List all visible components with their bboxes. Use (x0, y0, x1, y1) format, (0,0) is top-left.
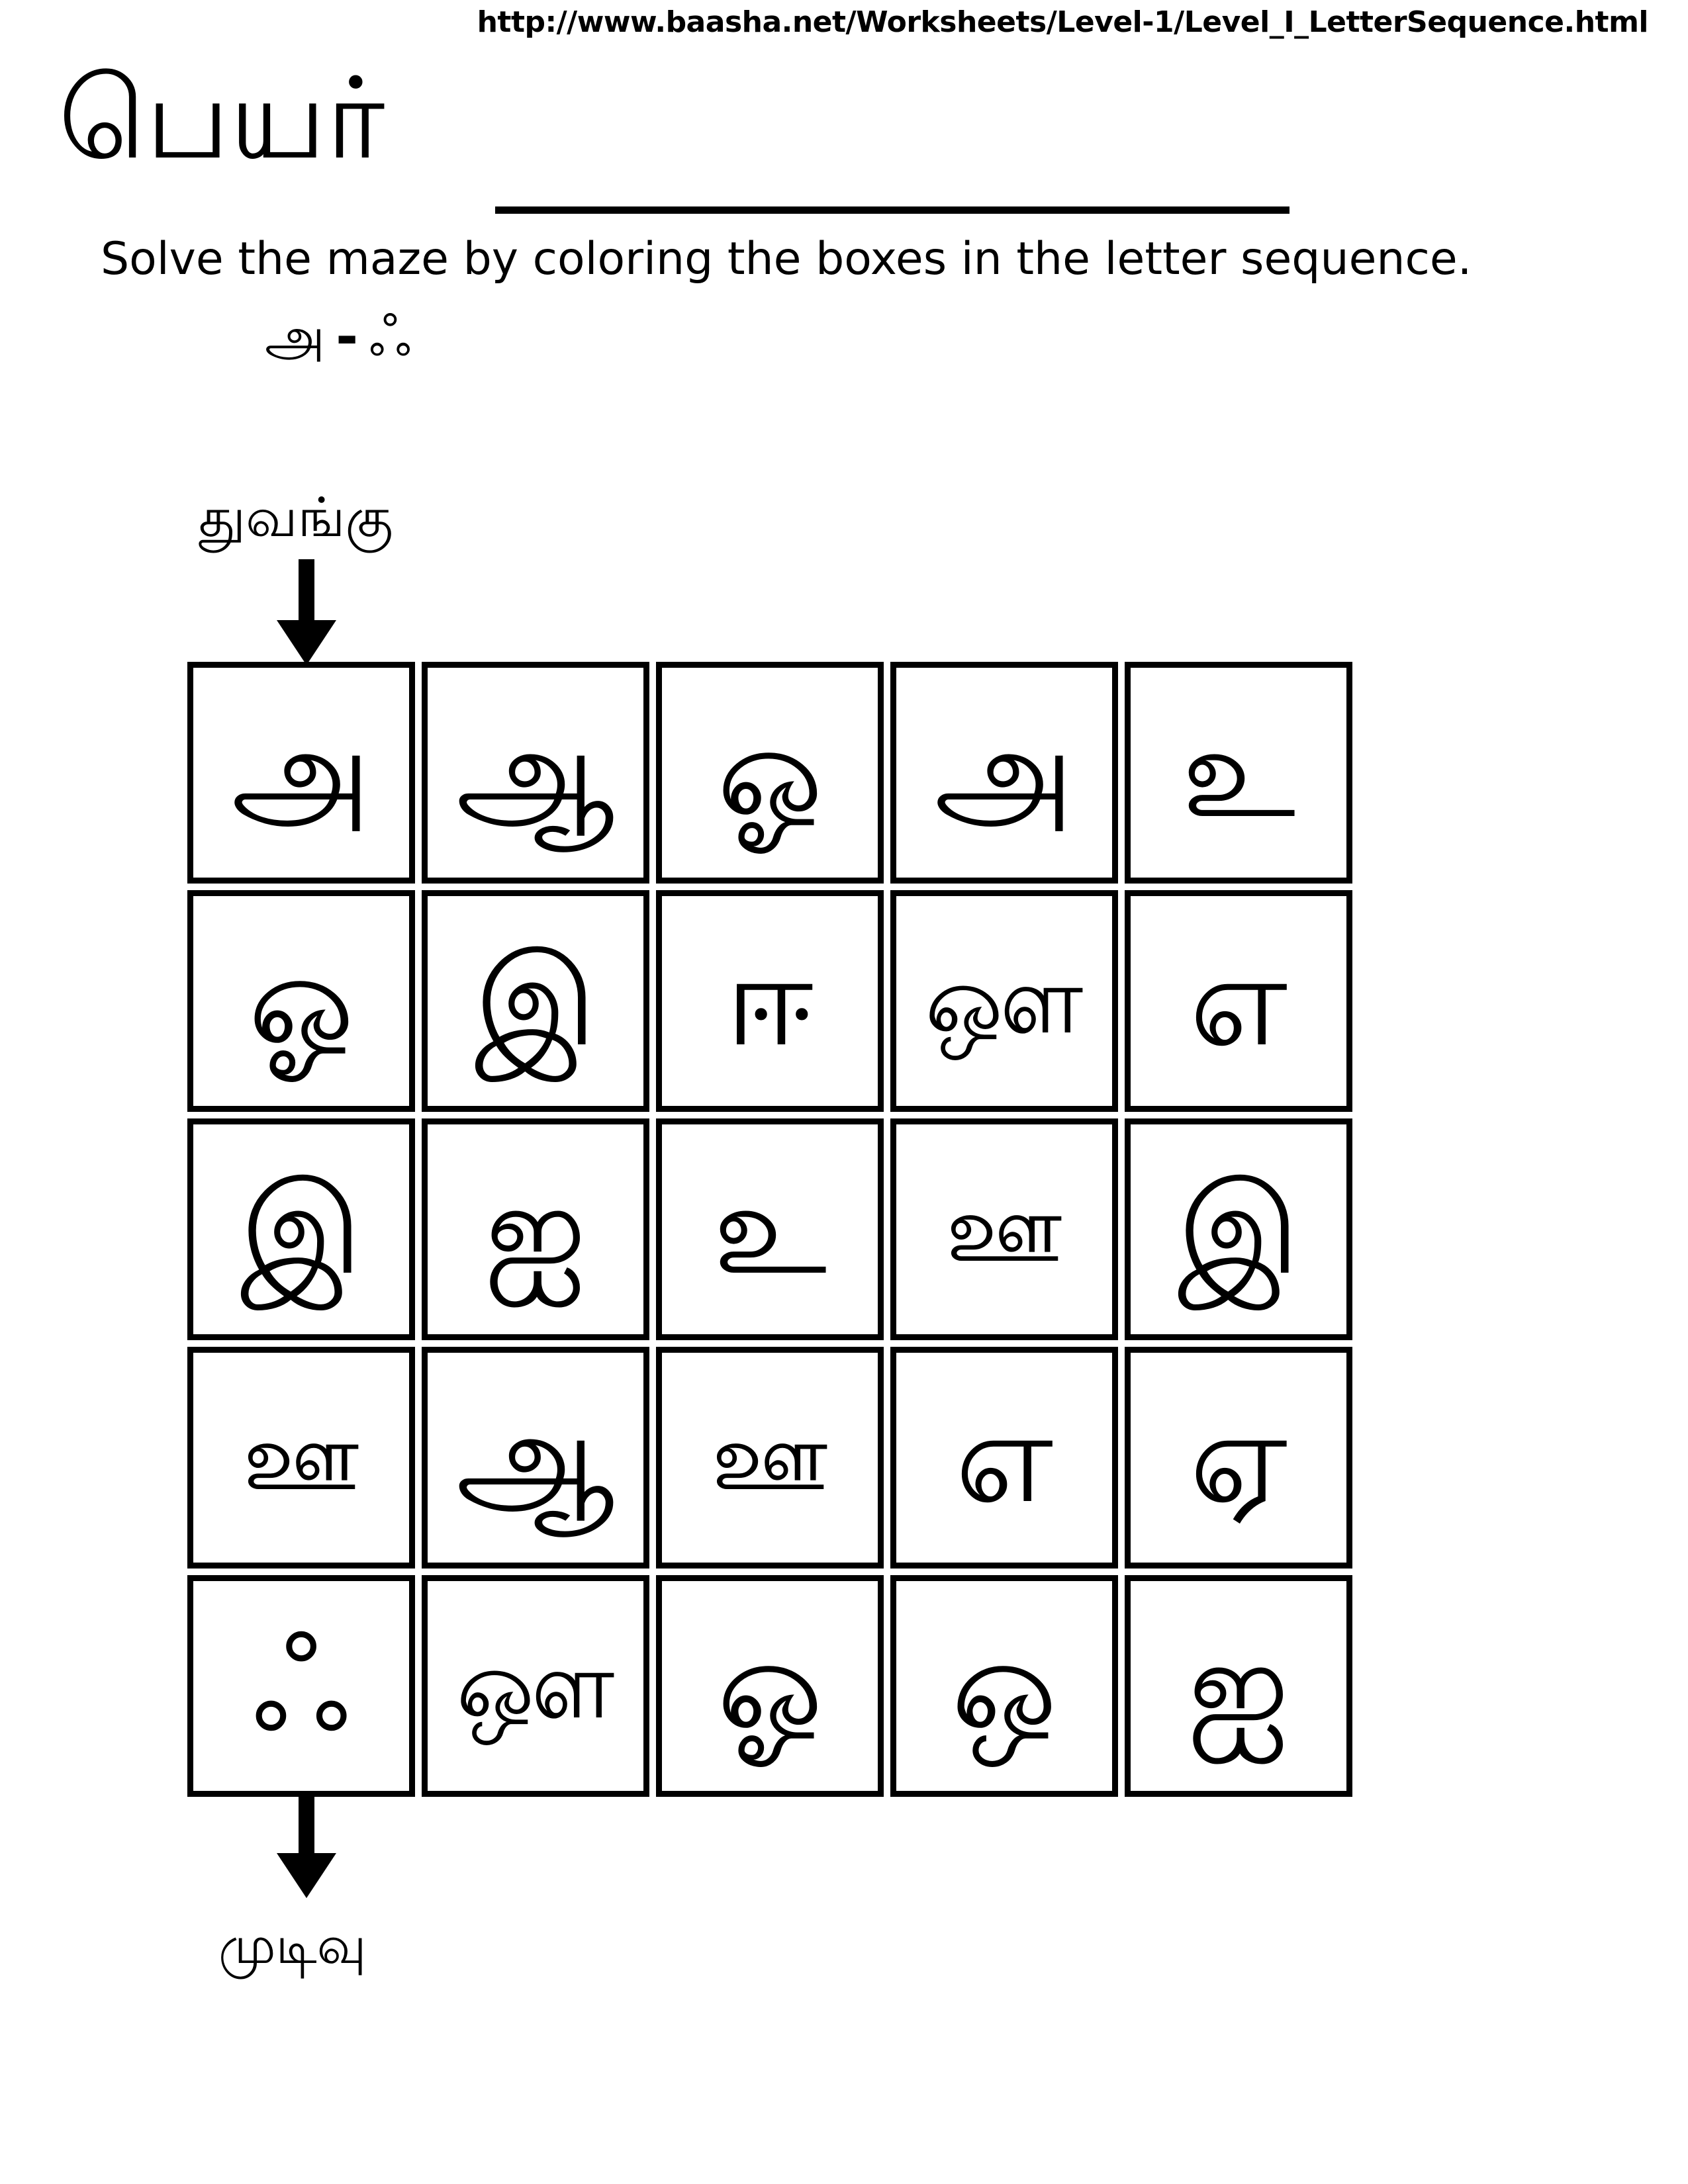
sequence-end-letter: ஃ (369, 306, 412, 369)
end-arrow-icon (277, 1792, 336, 1898)
maze-cell[interactable]: அ (187, 662, 415, 884)
maze-cell[interactable]: அ (890, 662, 1118, 884)
sequence-dash: - (336, 306, 359, 369)
source-url: http://www.baasha.net/Worksheets/Level-1/Level_I_LetterSequence.html (477, 5, 1648, 39)
maze-cell[interactable]: ஃ (187, 1575, 415, 1797)
maze-cell[interactable]: ஊ (890, 1118, 1118, 1340)
maze-cell[interactable]: ஊ (187, 1347, 415, 1569)
maze-cell[interactable]: இ (187, 1118, 415, 1340)
maze-cell[interactable]: இ (422, 890, 649, 1112)
maze-cell[interactable]: ஏ (1125, 1347, 1352, 1569)
maze-cell[interactable]: எ (1125, 890, 1352, 1112)
name-label: பெயர் (58, 54, 385, 185)
maze-cell[interactable]: ஔ (890, 890, 1118, 1112)
maze-cell[interactable]: ஆ (422, 1347, 649, 1569)
maze-cell[interactable]: ஊ (656, 1347, 884, 1569)
maze-cell[interactable]: ஓ (187, 890, 415, 1112)
start-label: துவங்கு (199, 486, 393, 549)
maze-cell[interactable]: இ (1125, 1118, 1352, 1340)
sequence-start-letter: அ (265, 306, 326, 369)
maze-cell[interactable]: ஓ (656, 662, 884, 884)
maze-cell[interactable]: ஔ (422, 1575, 649, 1797)
maze-cell[interactable]: உ (1125, 662, 1352, 884)
name-write-line[interactable] (495, 206, 1289, 214)
maze-cell[interactable]: ஓ (656, 1575, 884, 1797)
name-field (58, 53, 1647, 185)
maze-cell[interactable]: ஐ (1125, 1575, 1352, 1797)
maze-grid (187, 662, 1352, 1797)
letter-sequence (265, 304, 412, 371)
maze-cell[interactable]: எ (890, 1347, 1118, 1569)
maze-cell[interactable]: ஒ (890, 1575, 1118, 1797)
maze-cell[interactable]: ஆ (422, 662, 649, 884)
maze-cell[interactable]: ஈ (656, 890, 884, 1112)
instruction-text: Solve the maze by coloring the boxes in the letter sequence. (101, 233, 1472, 285)
maze-cell[interactable]: ஐ (422, 1118, 649, 1340)
start-arrow-icon (277, 559, 336, 665)
maze-cell[interactable]: உ (656, 1118, 884, 1340)
end-label: முடிவு (218, 1916, 367, 1976)
